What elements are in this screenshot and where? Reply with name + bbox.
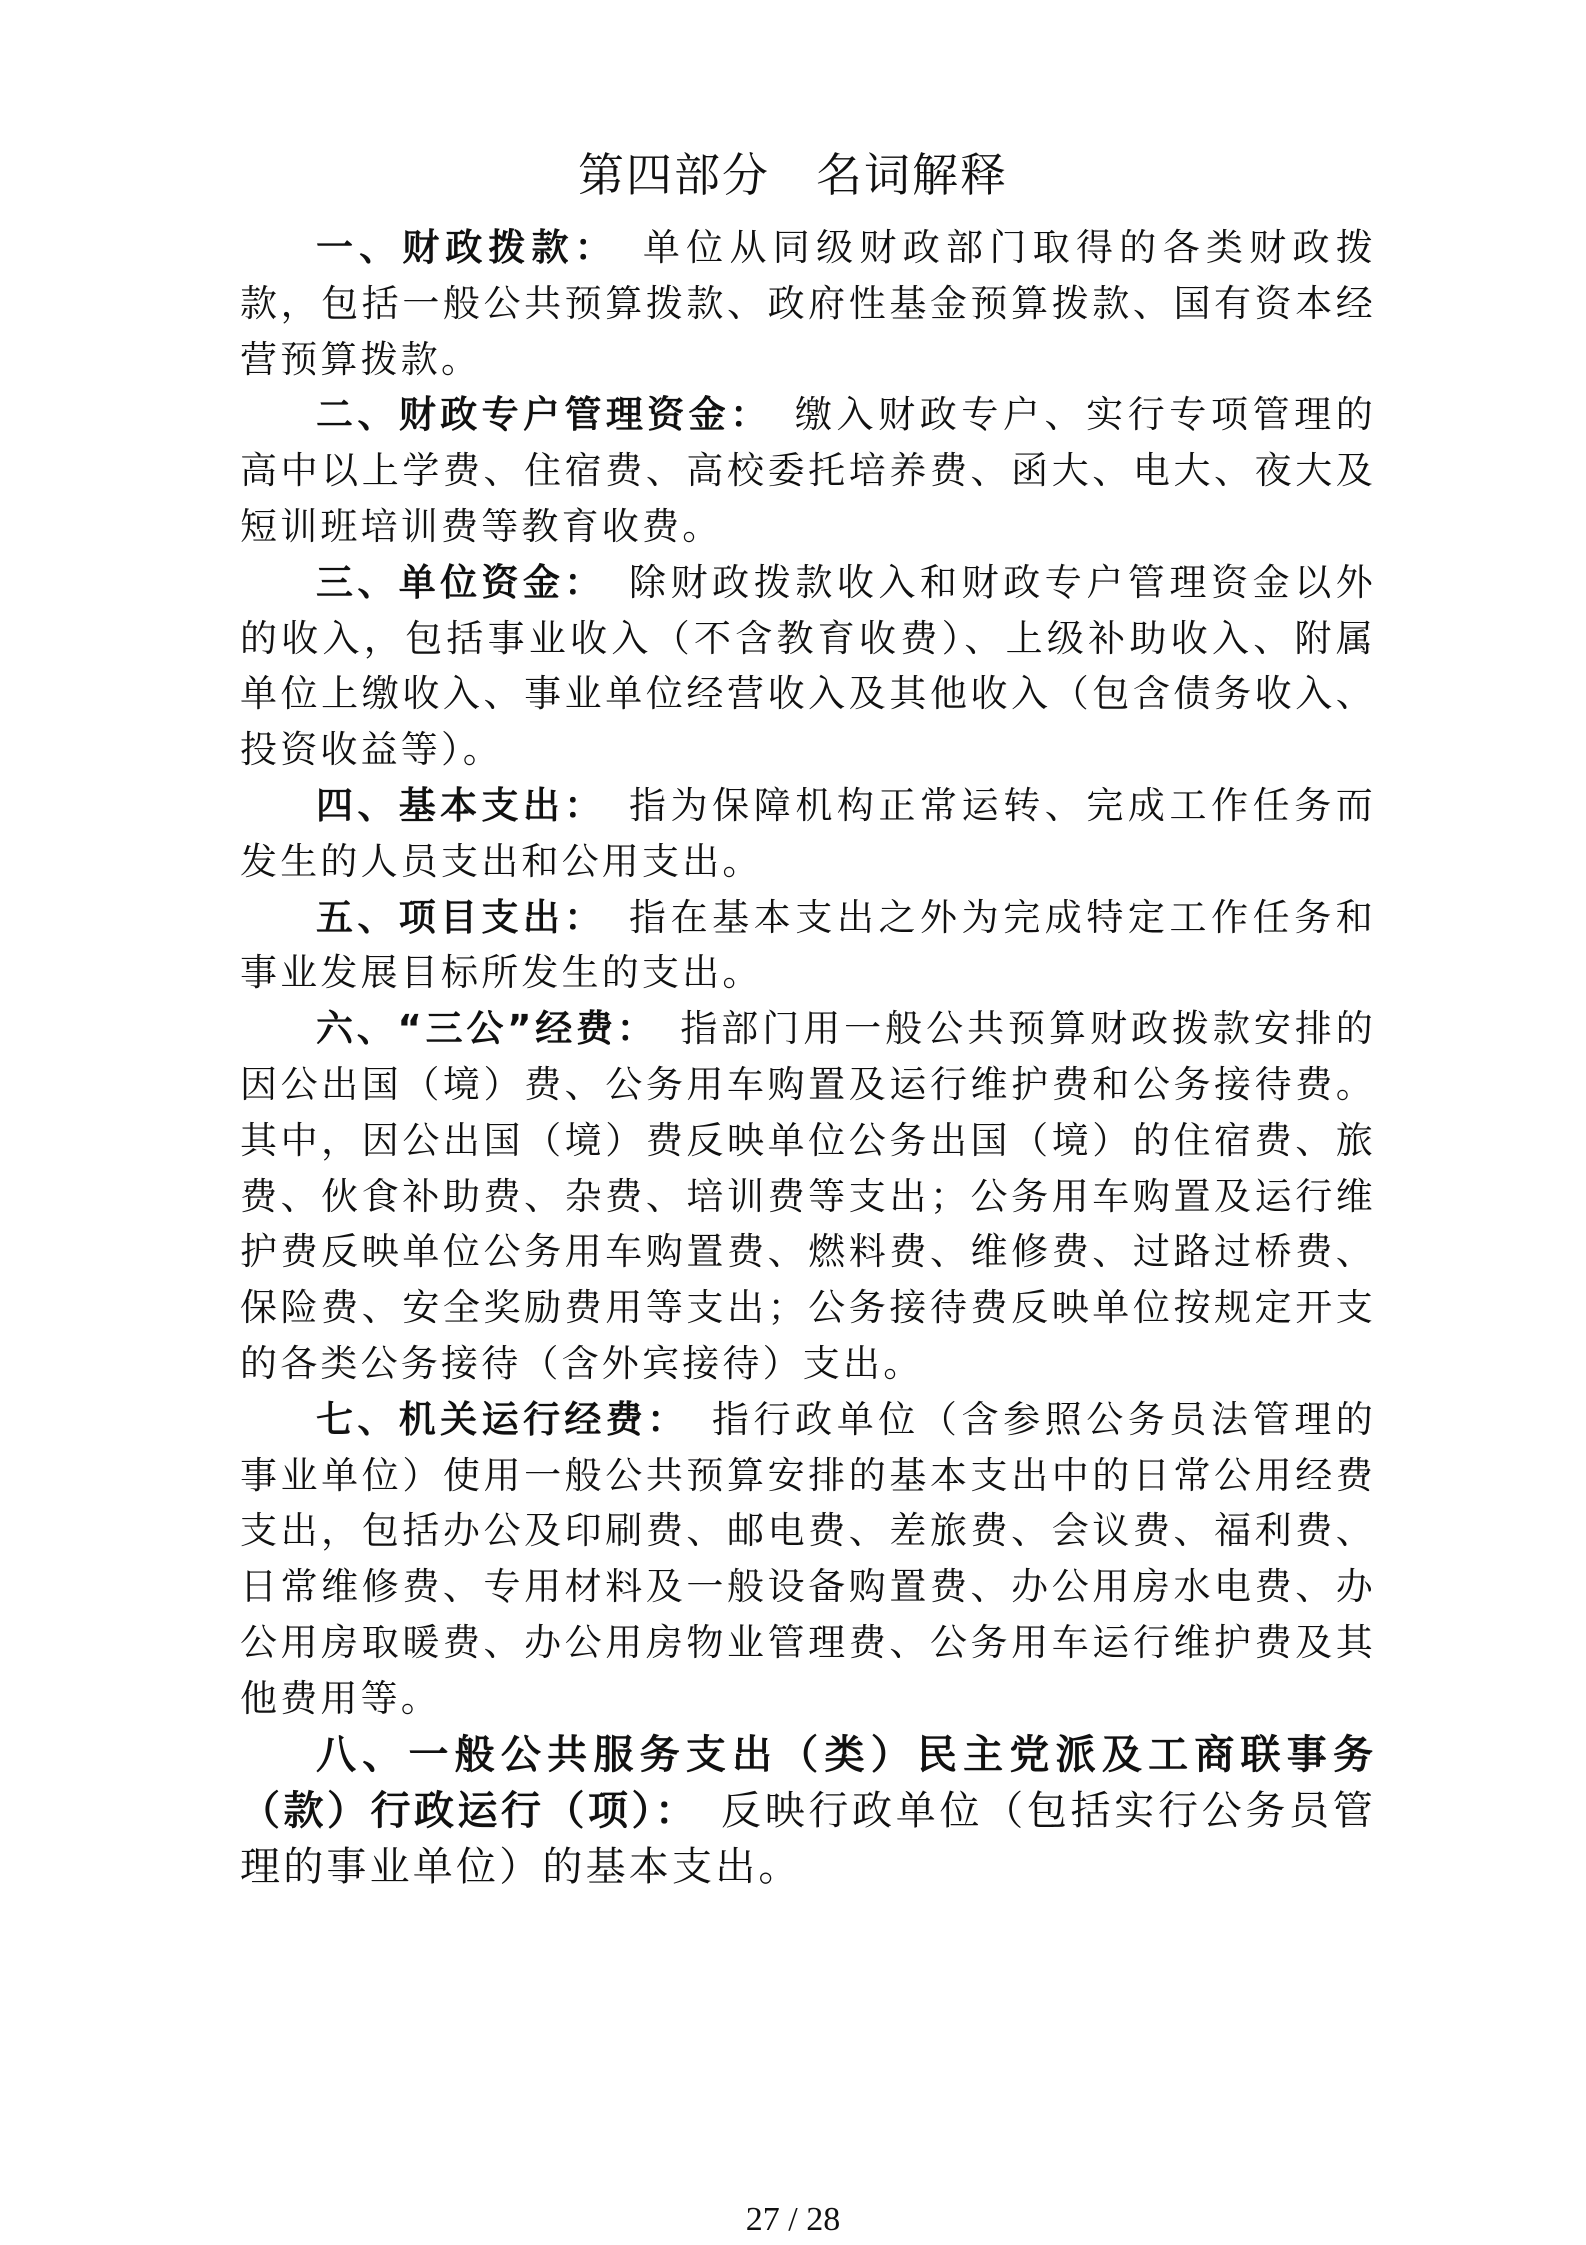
glossary-term-3 (240, 555, 1376, 778)
term-definition: 单位从同级财政部门取得的各类财政拨款，包括一般公共预算拨款、政府性基金预算拨款、国有资本经营预算拨款。 (240, 226, 1377, 381)
glossary-term-1 (240, 220, 1376, 387)
term-definition: 指行政单位（含参照公务员法管理的事业单位）使用一般公共预算安排的基本支出中的日常公用经费支出，包括办公及印刷费、邮电费、差旅费、会议费、福利费、日常维修费、专用材料及一般设备购置费、办公用房水电费、办公用房取暖费、办公用房物业管理费、公务用车运行维护费及其他费用等。 (240, 1397, 1377, 1720)
term-heading: 五、项目支出： (316, 895, 606, 939)
glossary-term-7 (240, 1392, 1376, 1727)
section-title-part: 第四部分 (578, 148, 770, 202)
term-definition: 指部门用一般公共预算财政拨款安排的因公出国（境）费、公务用车购置及运行维护费和公务接待费。其中，因公出国（境）费反映单位公务出国（境）的住宿费、旅费、伙食补助费、杂费、培训费等支出；公务用车购置及运行维护费反映单位公务用车购置费、燃料费、维修费、过路过桥费、保险费、安全奖励费用等支出；公务接待费反映单位按规定开支的各类公务接待（含外宾接待）支出。 (240, 1007, 1376, 1385)
term-definition: 指在基本支出之外为完成特定工作任务和事业发展目标所发生的支出。 (240, 895, 1377, 995)
page-number: 27 / 28 (745, 2201, 841, 2238)
term-definition: 缴入财政专户、实行专项管理的高中以上学费、住宿费、高校委托培养费、函大、电大、夜大及短训班培训费等教育收费。 (240, 393, 1376, 548)
term-definition: 反映行政单位（包括实行公务员管理的事业单位）的基本支出。 (240, 1787, 1376, 1890)
glossary-term-8 (240, 1727, 1376, 1895)
glossary-term-4 (240, 778, 1376, 890)
term-heading: 七、机关运行经费： (316, 1397, 689, 1441)
term-heading: 四、基本支出： (316, 783, 606, 827)
glossary-term-6 (240, 1001, 1376, 1392)
section-title-name: 名词解释 (816, 148, 1008, 202)
term-heading: 六、“三公”经费： (316, 1007, 658, 1051)
term-heading: 三、单位资金： (316, 560, 606, 604)
section-title (0, 145, 1586, 205)
term-heading: 八、一般公共服务支出（类）民主党派及工商联事务（款）行政运行（项）： (240, 1731, 1376, 1834)
glossary-term-2 (240, 387, 1376, 554)
term-heading: 二、财政专户管理资金： (316, 393, 772, 437)
term-heading: 一、财政拨款： (316, 226, 618, 269)
glossary-term-5 (240, 890, 1376, 1002)
term-definition: 指为保障机构正常运转、完成工作任务而发生的人员支出和公用支出。 (240, 783, 1377, 883)
glossary-body (240, 220, 1376, 1895)
term-definition: 除财政拨款收入和财政专户管理资金以外的收入，包括事业收入（不含教育收费）、上级补助收入、附属单位上缴收入、事业单位经营收入及其他收入（包含债务收入、投资收益等）。 (240, 560, 1377, 772)
